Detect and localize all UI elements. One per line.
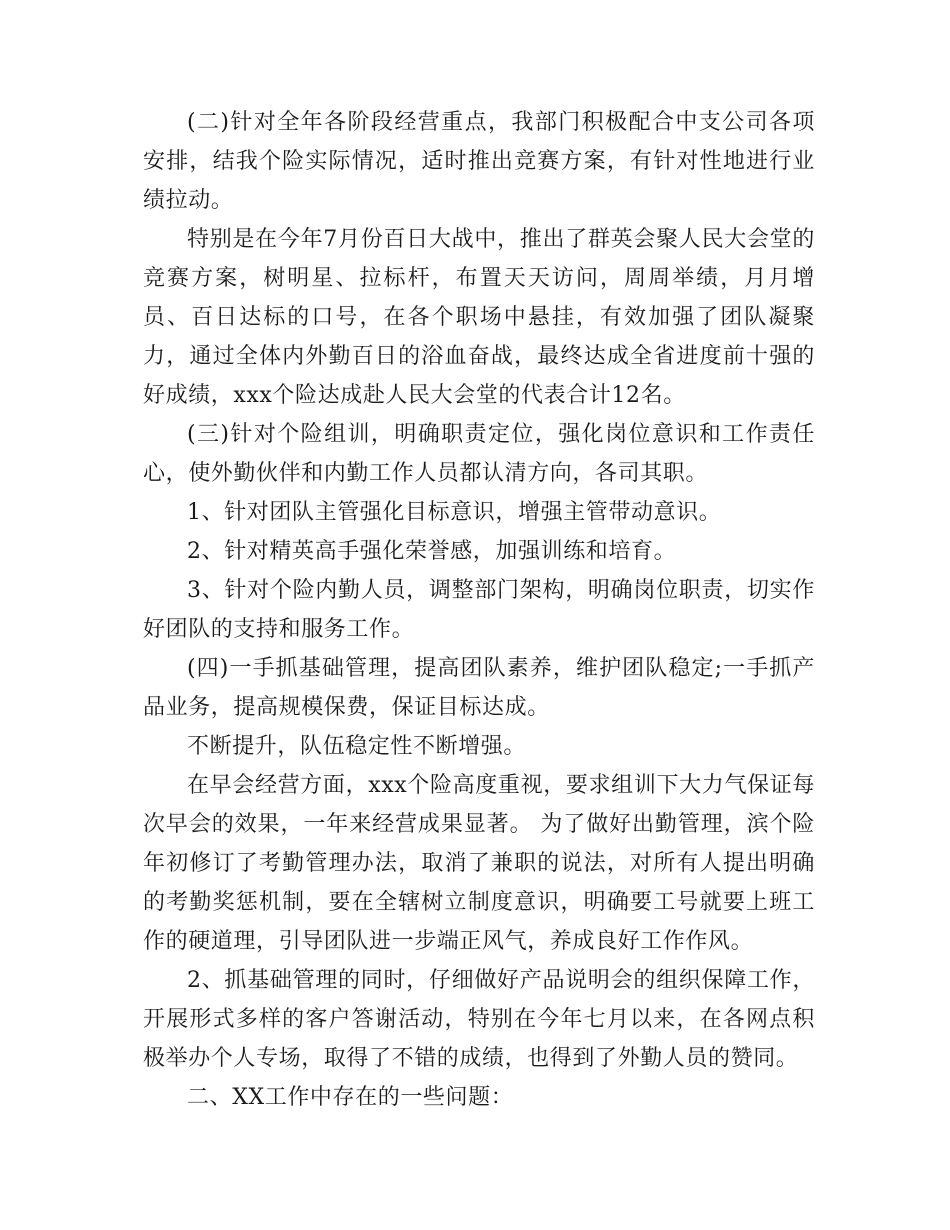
paragraph-competition-plan: (二)针对全年各阶段经营重点，我部门积极配合中支公司各项安排，结我个险实际情况，适时推出竞赛方案，有针对性地进行业绩拉动。 [143, 110, 815, 213]
document-body [143, 103, 815, 1117]
paragraph-stability: 不断提升，队伍稳定性不断增强。 [187, 734, 527, 759]
paragraph-item-3: 3、针对个险内勤人员，调整部门架构，明确岗位职责，切实作好团队的支持和服务工作。 [143, 578, 815, 642]
paragraph-morning-meeting: 在早会经营方面，xxx个险高度重视，要求组训下大力气保证每次早会的效果，一年来经营成果显著。 为了做好出勤管理，滨个险年初修订了考勤管理办法，取消了兼职的说法，对所有人提出明确的考勤奖惩机制，要在全辖树立制度意识，明确要工号就要上班工作的硬道理，引导团队进一步端正风气，养成良好工作作风。 [143, 773, 815, 954]
paragraph-item-1: 1、针对团队主管强化目标意识，增强主管带动意识。 [187, 500, 722, 525]
paragraph-product-briefing: 2、抓基础管理的同时，仔细做好产品说明会的组织保障工作，开展形式多样的客户答谢活动，特别在今年七月以来，在各网点积极举办个人专场，取得了不错的成绩，也得到了外勤人员的赞同。 [143, 968, 815, 1071]
paragraph-hundred-day-campaign: 特别是在今年7月份百日大战中，推出了群英会聚人民大会堂的竞赛方案，树明星、拉标杆，布置天天访问，周周举绩，月月增员、百日达标的口号，在各个职场中悬挂，有效加强了团队凝聚力，通过全体内外勤百日的浴血奋战，最终达成全省进度前十强的好成绩，xxx个险达成赴人民大会堂的代表合计12名。 [143, 227, 815, 408]
paragraph-item-2: 2、针对精英高手强化荣誉感，加强训练和培育。 [187, 539, 677, 564]
section-heading-problems: 二、XX工作中存在的一些问题： [187, 1085, 514, 1110]
paragraph-basic-management: (四)一手抓基础管理，提高团队素养，维护团队稳定;一手抓产品业务，提高规模保费，保证目标达成。 [143, 656, 815, 720]
paragraph-training-duties: (三)针对个险组训，明确职责定位，强化岗位意识和工作责任心，使外勤伙伴和内勤工作人员都认清方向，各司其职。 [143, 422, 815, 486]
